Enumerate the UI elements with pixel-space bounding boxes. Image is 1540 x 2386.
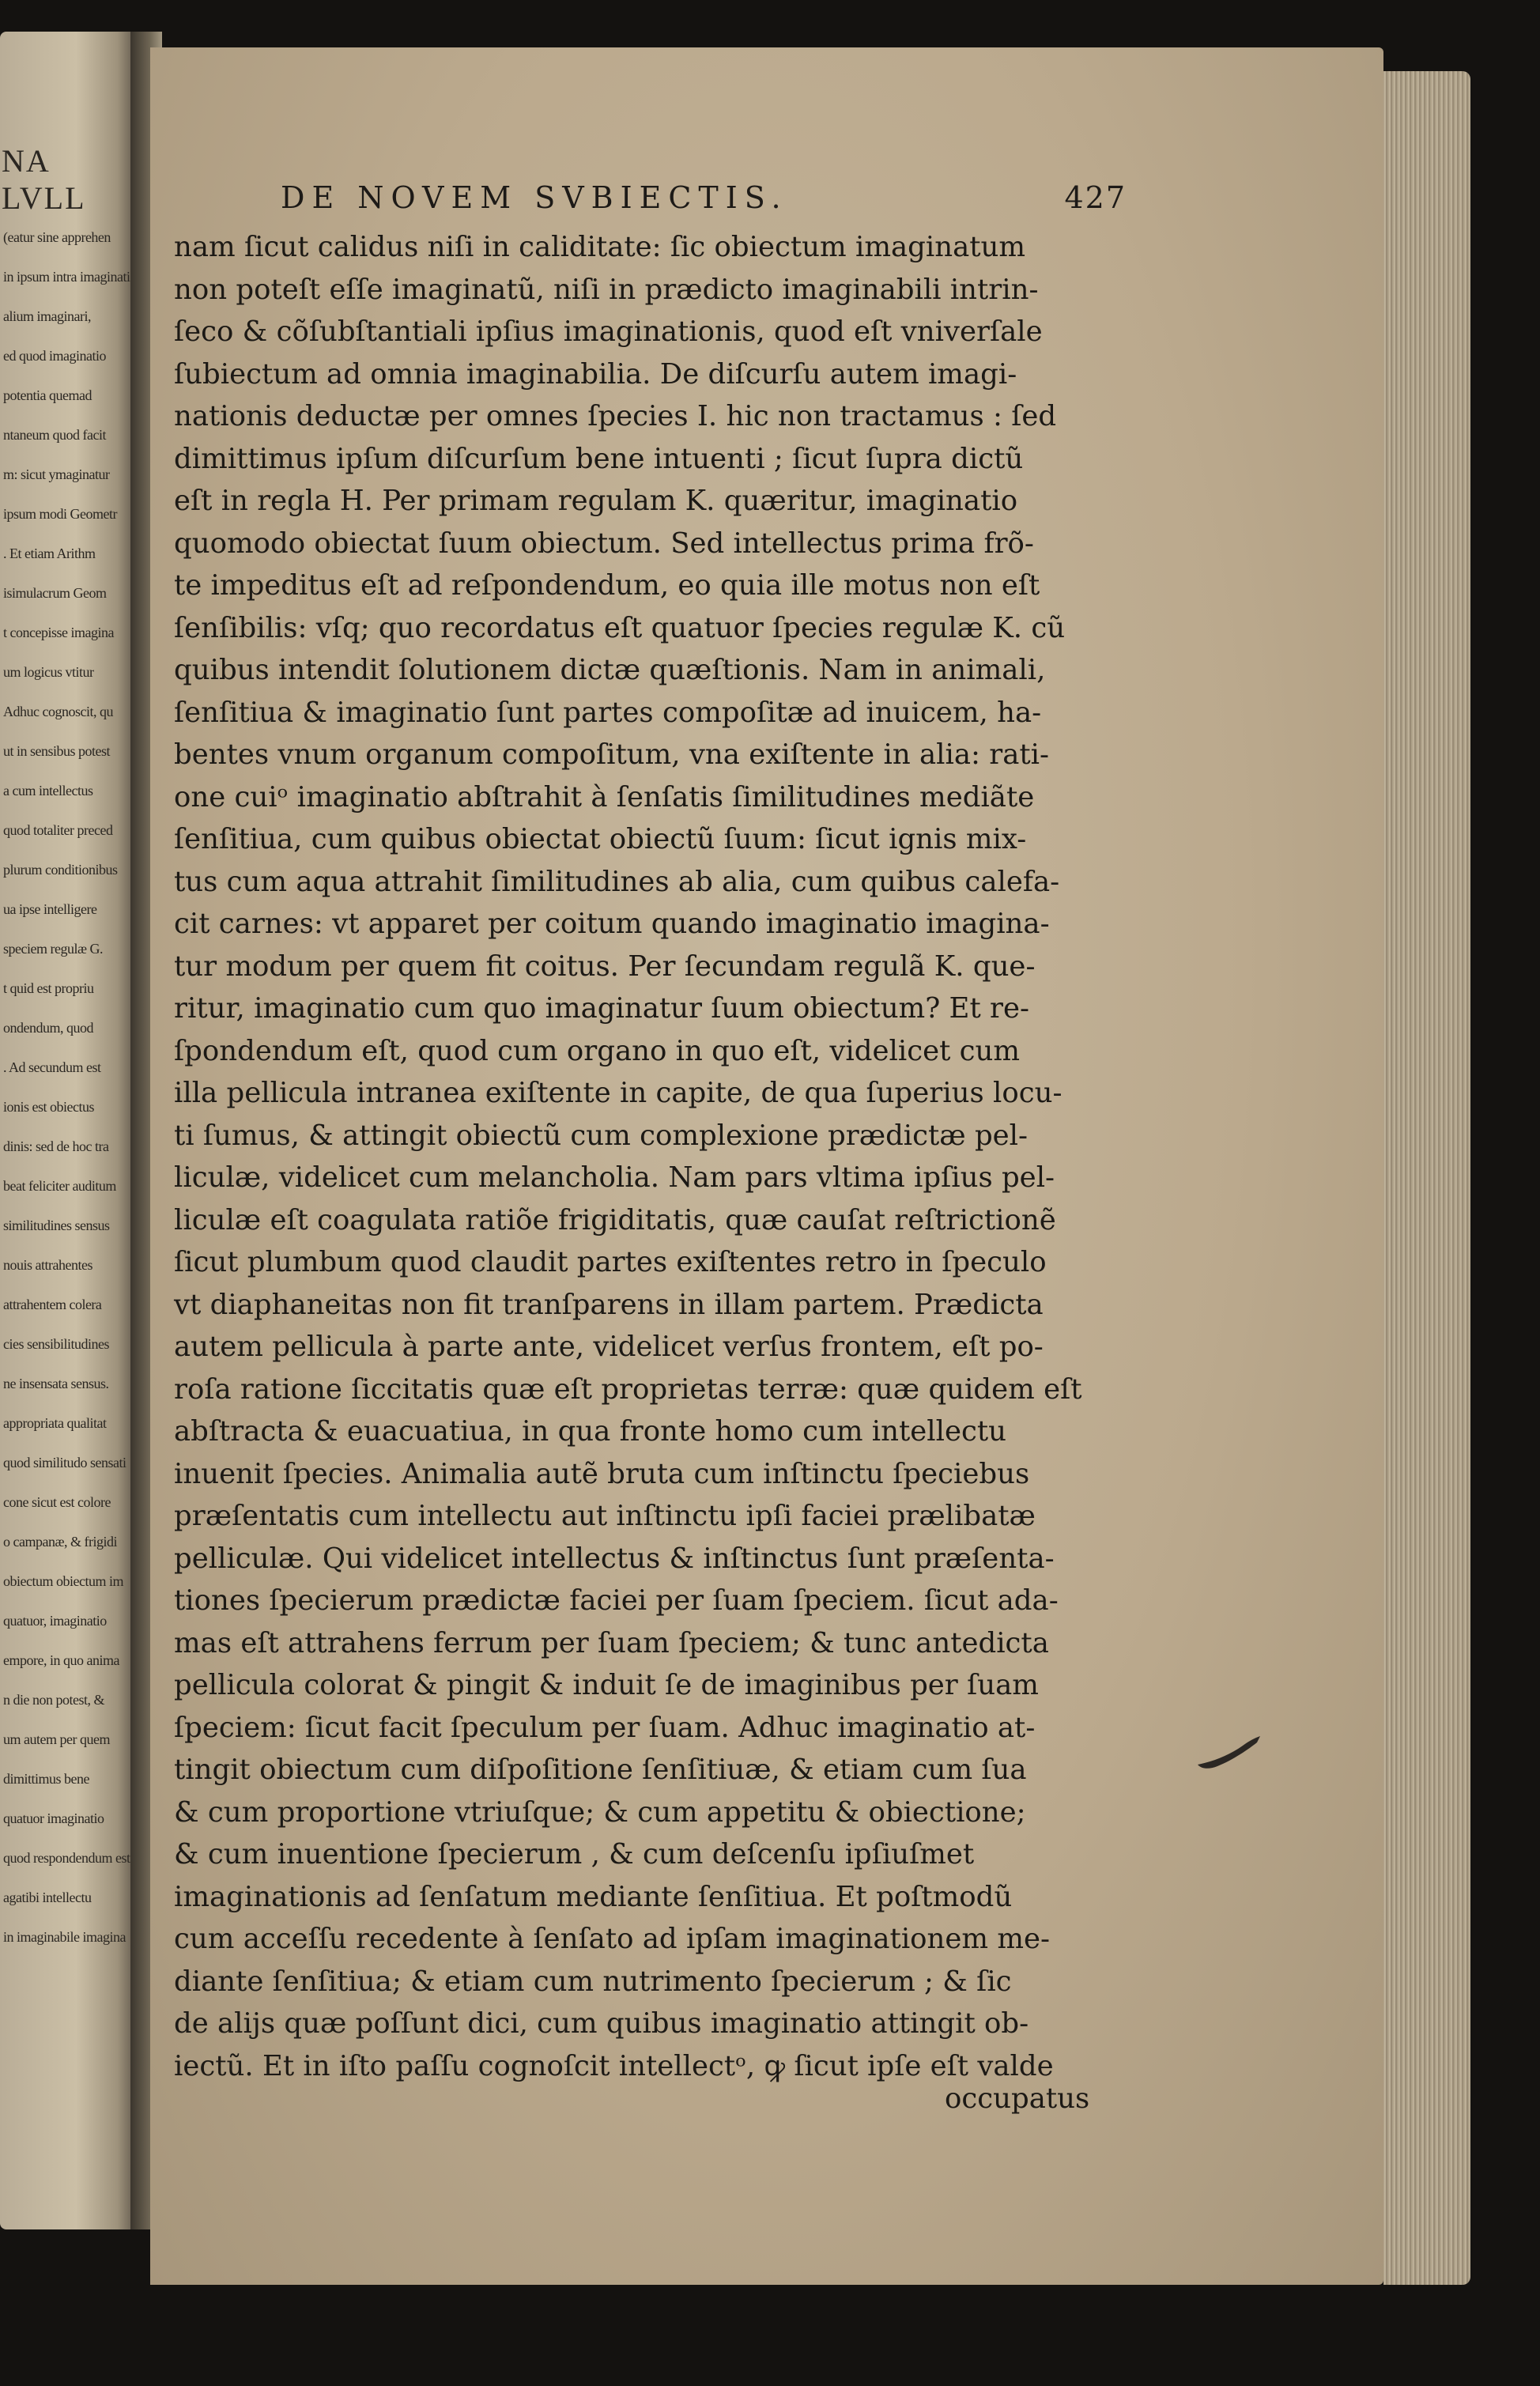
left-text-line: ua ipse intelligere: [3, 901, 97, 917]
text-line: ſenſitiua, cum quibus obiectat obiectũ ſuum: ſicut ignis mix-: [174, 823, 1027, 855]
left-text-line: ionis est obiectus: [3, 1099, 94, 1115]
left-page-fragment: [0, 32, 138, 2229]
text-line: ſenſitiua & imaginatio ſunt partes compoſitæ ad inuicem, ha-: [174, 696, 1042, 729]
page-number: 427: [1064, 180, 1127, 215]
text-line: quomodo obiectat ſuum obiectum. Sed intellectus prima frõ-: [174, 527, 1034, 560]
left-text-line: agatibi intellectu: [3, 1890, 92, 1905]
left-text-line: ntaneum quod facit: [3, 427, 106, 443]
text-line: tingit obiectum cum diſpoſitione ſenſitiuæ, & etiam cum ſua: [174, 1754, 1027, 1786]
text-line: non poteſt eſſe imaginatũ, niſi in prædicto imaginabili intrin-: [174, 273, 1039, 306]
text-line: pelliculæ. Qui videlicet intellectus & inſtinctus ſunt præſenta-: [174, 1542, 1055, 1575]
text-line: ſicut plumbum quod claudit partes exiſtentes retro in ſpeculo: [174, 1246, 1047, 1278]
left-text-line: in ipsum intra imaginati: [3, 269, 130, 285]
left-text-line: potentia quemad: [3, 387, 92, 403]
text-line: vt diaphaneitas non fit tranſparens in illam partem. Prædicta: [174, 1288, 1044, 1321]
left-text-line: um logicus vtitur: [3, 664, 94, 680]
text-line: one cuiᵒ imaginatio abſtrahit à ſenſatis ſimilitudines mediãte: [174, 780, 1035, 814]
left-text-line: Adhuc cognoscit, qu: [3, 704, 113, 719]
left-text-line: quod similitudo sensati: [3, 1455, 126, 1470]
text-line: ſeco & cõſubſtantiali ipſius imaginationis, quod eſt vniverſale: [174, 315, 1043, 348]
text-line: ſpeciem: ſicut facit ſpeculum per ſuam. Adhuc imaginatio at-: [174, 1711, 1036, 1744]
text-line: inuenit ſpecies. Animalia autẽ bruta cum inſtinctu ſpeciebus: [174, 1457, 1030, 1490]
left-text-line: . Et etiam Arithm: [3, 546, 96, 561]
left-text-line: ipsum modi Geometr: [3, 506, 117, 522]
left-text-line: o campanæ, & frigidi: [3, 1534, 117, 1550]
text-line: ſubiectum ad omnia imaginabilia. De diſcurſu autem imagi-: [174, 357, 1017, 391]
text-line: dimittimus ipſum diſcurſum bene intuenti ; ſicut ſupra dictũ: [174, 442, 1024, 475]
text-line: iectũ. Et in iſto paſſu cognoſcit intellectᵒ, ꝙ ſicut ipſe eſt valde: [174, 2049, 1054, 2082]
text-line: quibus intendit ſolutionem dictæ quæſtionis. Nam in animali,: [174, 654, 1046, 686]
running-header: [281, 180, 1127, 228]
left-text-line: quatuor imaginatio: [3, 1810, 104, 1826]
text-line: præſentatis cum intellectu aut inſtinctu ipſi faciei prælibatæ: [174, 1500, 1036, 1532]
text-line: cit carnes: vt apparet per coitum quando imaginatio imagina-: [174, 908, 1050, 940]
left-text-line: plurum conditionibus: [3, 862, 118, 878]
text-line: ti ſumus, & attingit obiectũ cum complexione prædictæ pel-: [174, 1119, 1029, 1152]
left-text-line: isimulacrum Geom: [3, 585, 107, 601]
text-line: abſtracta & euacuatiua, in qua fronte homo cum intellectu: [174, 1415, 1006, 1448]
text-line: illa pellicula intranea exiſtente in capite, de qua ſuperius locu-: [174, 1077, 1063, 1109]
body-text: [174, 226, 1115, 2087]
text-line: liculæ, videlicet cum melancholia. Nam pars vltima ipſius pel-: [174, 1161, 1055, 1194]
left-text-line: quatuor, imaginatio: [3, 1613, 107, 1629]
text-line: cum acceſſu recedente à ſenſato ad ipſam imaginationem me-: [174, 1923, 1051, 1955]
left-text-line: t quid est propriu: [3, 980, 94, 996]
text-line: & cum proportione vtriuſque; & cum appetitu & obiectione;: [174, 1795, 1026, 1829]
left-text-line: ed quod imaginatio: [3, 348, 106, 364]
text-line: mas eſt attrahens ferrum per ſuam ſpeciem; & tunc antedicta: [174, 1626, 1049, 1659]
left-text-line: (eatur sine apprehen: [3, 229, 111, 245]
left-text-line: cone sicut est colore: [3, 1494, 111, 1510]
page-fore-edge: [1383, 71, 1470, 2285]
text-line: de alijs quæ poſſunt dici, cum quibus imaginatio attingit ob-: [174, 2007, 1029, 2040]
text-line: ritur, imaginatio cum quo imaginatur ſuum obiectum? Et re-: [174, 992, 1029, 1025]
text-line: eſt in regla H. Per primam regulam K. quæritur, imaginatio: [174, 485, 1018, 517]
running-head-title: DE NOVEM SVBIECTIS.: [281, 180, 788, 215]
text-line: te impeditus eſt ad reſpondendum, eo quia ille motus non eſt: [174, 569, 1040, 602]
left-running-head: NA LVLL: [2, 143, 86, 216]
left-text-line: m: sicut ymaginatur: [3, 466, 110, 482]
left-text-line: quod respondendum est: [3, 1850, 130, 1866]
left-text-line: attrahentem colera: [3, 1297, 102, 1312]
left-text-line: n die non potest, &: [3, 1692, 104, 1708]
left-text-line: ondendum, quod: [3, 1020, 93, 1036]
text-line: autem pellicula à parte ante, videlicet verſus frontem, eſt po-: [174, 1331, 1044, 1363]
left-text-line: ut in sensibus potest: [3, 743, 111, 759]
text-line: bentes vnum organum compoſitum, vna exiſtente in alia: rati-: [174, 738, 1050, 771]
left-text-line: quod totaliter preced: [3, 822, 113, 838]
left-text-line: a cum intellectus: [3, 783, 93, 798]
left-text-line: similitudines sensus: [3, 1218, 110, 1233]
text-line: imaginationis ad ſenſatum mediante ſenſitiua. Et poſtmodũ: [174, 1880, 1013, 1913]
catchword: occupatus: [945, 2082, 1090, 2115]
left-text-line: um autem per quem: [3, 1731, 110, 1747]
left-text-line: ne insensata sensus.: [3, 1376, 109, 1391]
left-text-line: nouis attrahentes: [3, 1257, 92, 1273]
text-line: & cum inuentione ſpecierum , & cum deſcenſu ipſiuſmet: [174, 1838, 975, 1871]
left-text-line: . Ad secundum est: [3, 1059, 101, 1075]
left-text-line: cies sensibilitudines: [3, 1336, 109, 1352]
left-text-line: obiectum obiectum im: [3, 1573, 123, 1589]
text-line: liculæ eſt coagulata ratiõe frigiditatis, quæ cauſat reſtrictionẽ: [174, 1203, 1056, 1236]
left-text-line: beat feliciter auditum: [3, 1178, 116, 1194]
text-line: tur modum per quem fit coitus. Per ſecundam regulã K. que-: [174, 949, 1036, 983]
left-text-line: t concepisse imagina: [3, 625, 114, 640]
left-text-line: speciem regulæ G.: [3, 941, 103, 957]
left-text-line: appropriata qualitat: [3, 1415, 107, 1431]
text-line: roſa ratione ſiccitatis quæ eſt proprietas terræ: quæ quidem eſt: [174, 1372, 1082, 1406]
left-text-line: dimittimus bene: [3, 1771, 89, 1787]
text-line: tiones ſpecierum prædictæ faciei per ſuam ſpeciem. ſicut ada-: [174, 1584, 1059, 1617]
text-line: nationis deductæ per omnes ſpecies I. hic non tractamus : ſed: [174, 400, 1057, 432]
text-line: ſpondendum eſt, quod cum organo in quo eſt, videlicet cum: [174, 1034, 1021, 1067]
left-text-line: in imaginabile imagina: [3, 1929, 126, 1945]
text-line: nam ſicut calidus niſi in caliditate: ſic obiectum imaginatum: [174, 231, 1026, 263]
text-line: pellicula colorat & pingit & induit ſe de imaginibus per ſuam: [174, 1669, 1039, 1701]
text-line: tus cum aqua attrahit ſimilitudines ab alia, cum quibus calefa-: [174, 865, 1060, 898]
text-line: ſenſibilis: vſq; quo recordatus eſt quatuor ſpecies regulæ K. cũ: [174, 611, 1066, 644]
left-text-line: alium imaginari,: [3, 308, 91, 324]
left-text-line: empore, in quo anima: [3, 1652, 119, 1668]
margin-stain-icon: [1194, 1731, 1265, 1779]
left-text-line: dinis: sed de hoc tra: [3, 1138, 109, 1154]
text-line: diante ſenſitiua; & etiam cum nutrimento ſpecierum ; & ſic: [174, 1965, 1012, 1998]
